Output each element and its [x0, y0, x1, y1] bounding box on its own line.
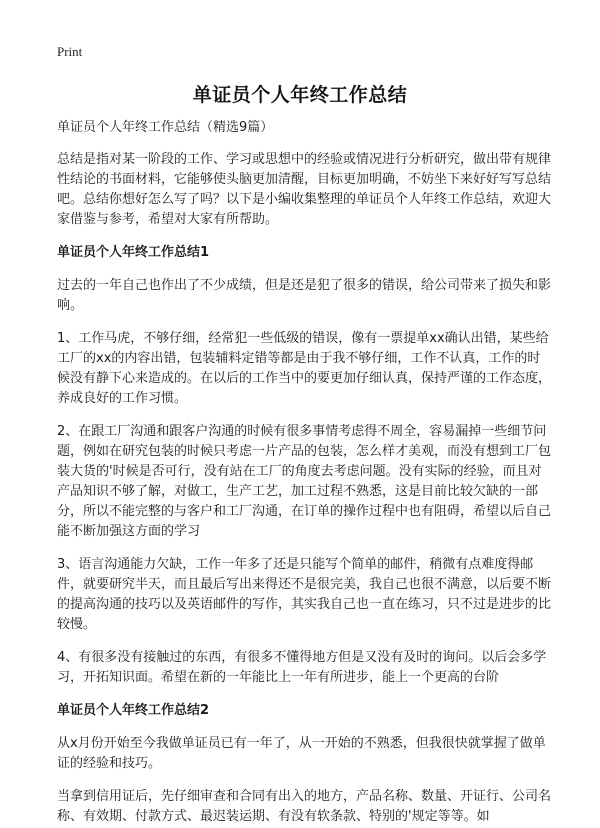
section-2-heading: 单证员个人年终工作总结2	[57, 703, 210, 718]
section-1-heading: 单证员个人年终工作总结1	[57, 245, 210, 260]
section-2-paragraph: 当拿到信用证后，先仔细审查和合同有出入的地方，产品名称、数量、开证行、公司名称、有效期、付款方式、最迟装运期、有没有软条款、特别的'规定等等。如	[57, 789, 552, 824]
document-subtitle: 单证员个人年终工作总结（精选9篇）	[57, 120, 274, 135]
section-1-paragraph: 3、语言沟通能力欠缺，工作一年多了还是只能写个简单的邮件，稍微有点难度得邮件，就要研究半天，而且最后写出来得还不是很完美，我自己也很不满意，以后要不断的提高沟通的技巧以及英语邮件的写作，其实我自己也一直在练习，只不过是进步的比较慢。	[57, 557, 552, 632]
section-1-paragraph: 过去的一年自己也作出了不少成绩，但是还是犯了很多的错误，给公司带来了损失和影响。	[57, 278, 552, 313]
section-1-paragraph: 2、在跟工厂沟通和跟客户沟通的时候有很多事情考虑得不周全，容易漏掉一些细节问题，例如在研究包装的时候只考虑一片产品的包装，怎么样才美观，而没有想到工厂包装大货的'时候是否可行，没有站在工厂的角度去考虑问题。没有实际的经验，而且对产品知识不够了解，对做工，生产工艺，加工过程不熟悉，这是目前比较欠缺的一部分，所以不能完整的与客户和工厂沟通，在订单的操作过程中也有阻碍，希望以后自己能不断加强这方面的学习	[57, 424, 552, 539]
section-1-paragraph: 1、工作马虎，不够仔细，经常犯一些低级的错误，像有一票提单xx确认出错，某些给工厂的xx的内容出错，包装辅料定错等都是由于我不够仔细，工作不认真，工作的时候没有静下心来造成的。在以后的工作当中的要更加仔细认真，保持严谨的工作态度，养成良好的工作习惯。	[57, 331, 552, 406]
section-2-paragraph: 从x月份开始至今我做单证员已有一年了，从一开始的不熟悉，但我很快就掌握了做单证的经验和技巧。	[57, 736, 546, 771]
document-body	[57, 118, 553, 827]
section-1-paragraph: 4、有很多没有接触过的东西，有很多不懂得地方但是又没有及时的询问。以后会多学习，开拓知识面。希望在新的一年能比上一年有所进步，能上一个更高的台阶	[57, 650, 547, 685]
intro-paragraph: 总结是指对某一阶段的工作、学习或思想中的经验或情况进行分析研究，做出带有规律性结论的书面材料，它能够使头脑更加清醒，目标更加明确，不妨坐下来好好写写总结吧。总结你想好怎么写了吗？以下是小编收集整理的单证员个人年终工作总结，欢迎大家借鉴与参考，希望对大家有所帮助。	[57, 152, 552, 227]
document-title: 单证员个人年终工作总结	[192, 84, 408, 106]
print-link[interactable]: Print	[57, 44, 83, 59]
